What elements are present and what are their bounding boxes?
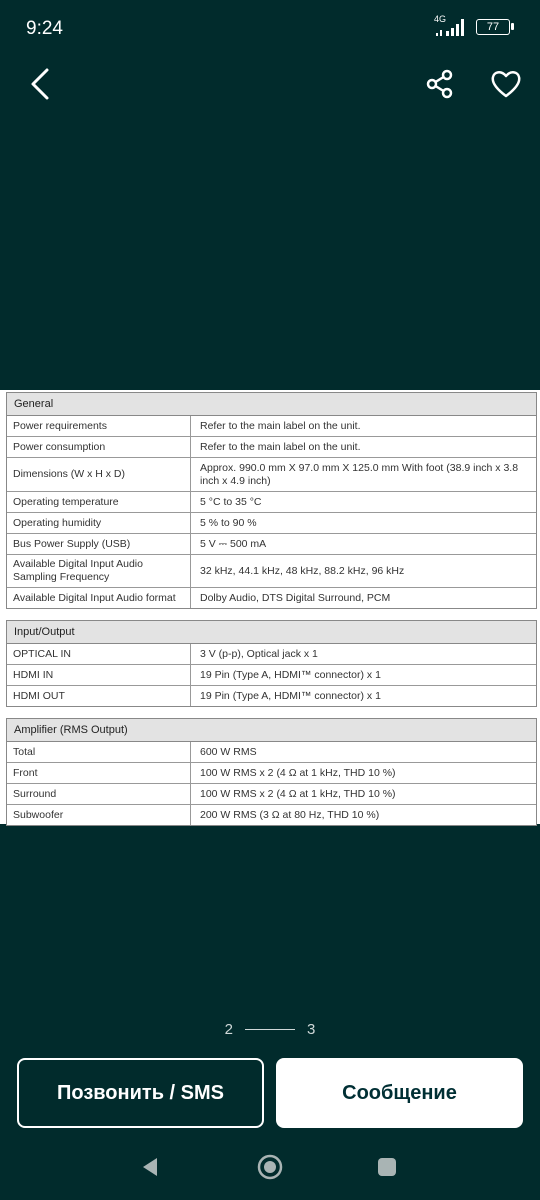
table-row (7, 763, 536, 784)
spec-section-title: Input/Output (7, 621, 536, 644)
spec-key: HDMI OUT (7, 686, 191, 706)
nav-home-button[interactable] (248, 1145, 292, 1189)
spec-key: Surround (7, 784, 191, 804)
spec-section-title: Amplifier (RMS Output) (7, 719, 536, 742)
table-row (7, 534, 536, 555)
table-row (7, 588, 536, 608)
spec-key: OPTICAL IN (7, 644, 191, 664)
spec-value: Dolby Audio, DTS Digital Surround, PCM (200, 591, 391, 604)
heart-icon (490, 69, 522, 99)
recents-square-icon (376, 1156, 398, 1178)
table-row (7, 437, 536, 458)
signal-icon (434, 16, 468, 38)
table-row (7, 555, 536, 588)
nav-back-button[interactable] (128, 1145, 172, 1189)
spec-value: 100 W RMS x 2 (4 Ω at 1 kHz, THD 10 %) (200, 787, 396, 800)
listing-photo[interactable] (0, 390, 540, 824)
table-row (7, 665, 536, 686)
status-icons (434, 16, 510, 38)
spec-value: 100 W RMS x 2 (4 Ω at 1 kHz, THD 10 %) (200, 766, 396, 779)
top-nav (0, 60, 540, 112)
home-circle-icon (256, 1153, 284, 1181)
spec-value: 5 °C to 35 °C (200, 495, 262, 508)
table-row (7, 686, 536, 706)
spec-value: Approx. 990.0 mm X 97.0 mm X 125.0 mm With foot (38.9 inch x 3.8 inch x 4.9 inch) (200, 461, 519, 487)
spec-key: Operating temperature (7, 492, 191, 512)
spec-key: Bus Power Supply (USB) (7, 534, 191, 554)
spec-value: 5 V ⎓ 500 mA (200, 537, 267, 550)
favorite-button[interactable] (482, 60, 530, 108)
message-button[interactable]: Сообщение (276, 1058, 523, 1128)
spec-key: HDMI IN (7, 665, 191, 685)
back-button[interactable] (16, 60, 64, 108)
spec-key: Power requirements (7, 416, 191, 436)
system-nav-bar (0, 1145, 540, 1189)
spec-section-title: General (7, 393, 536, 416)
table-row (7, 644, 536, 665)
spec-section-amplifier (6, 718, 537, 826)
spec-key: Total (7, 742, 191, 762)
status-bar (0, 0, 540, 58)
call-sms-button[interactable]: Позвонить / SMS (17, 1058, 264, 1128)
spec-value: Refer to the main label on the unit. (200, 419, 361, 432)
pager-next: 3 (307, 1021, 316, 1038)
triangle-back-icon (139, 1156, 161, 1178)
status-time: 9:24 (26, 18, 63, 39)
table-row (7, 784, 536, 805)
battery-icon: 77 (476, 19, 510, 35)
spec-key: Operating humidity (7, 513, 191, 533)
photo-pager (0, 1021, 540, 1038)
spec-value: 19 Pin (Type A, HDMI™ connector) x 1 (200, 689, 381, 702)
table-row (7, 805, 536, 825)
share-icon (425, 69, 455, 99)
spec-value: 32 kHz, 44.1 kHz, 48 kHz, 88.2 kHz, 96 kHz (200, 564, 405, 577)
spec-key: Subwoofer (7, 805, 191, 825)
spec-value: Refer to the main label on the unit. (200, 440, 361, 453)
table-row (7, 492, 536, 513)
spec-key: Power consumption (7, 437, 191, 457)
spec-key: Dimensions (W x H x D) (7, 458, 191, 491)
pager-divider (245, 1029, 295, 1030)
table-row (7, 416, 536, 437)
spec-key: Front (7, 763, 191, 783)
spec-key: Available Digital Input Audio Sampling Frequency (7, 555, 191, 587)
table-row (7, 458, 536, 492)
spec-key: Available Digital Input Audio format (7, 588, 191, 608)
table-row (7, 513, 536, 534)
spec-section-general (6, 392, 537, 609)
network-label: 4G (434, 14, 447, 24)
spec-value: 19 Pin (Type A, HDMI™ connector) x 1 (200, 668, 381, 681)
spec-value: 600 W RMS (200, 745, 257, 758)
table-row (7, 742, 536, 763)
spec-value: 200 W RMS (3 Ω at 80 Hz, THD 10 %) (200, 808, 380, 821)
spec-value: 3 V (p-p), Optical jack x 1 (200, 647, 318, 660)
spec-section-input-output (6, 620, 537, 707)
pager-current: 2 (224, 1021, 233, 1038)
back-arrow-icon (29, 67, 51, 101)
share-button[interactable] (416, 60, 464, 108)
spec-value: 5 % to 90 % (200, 516, 257, 529)
nav-recents-button[interactable] (365, 1145, 409, 1189)
